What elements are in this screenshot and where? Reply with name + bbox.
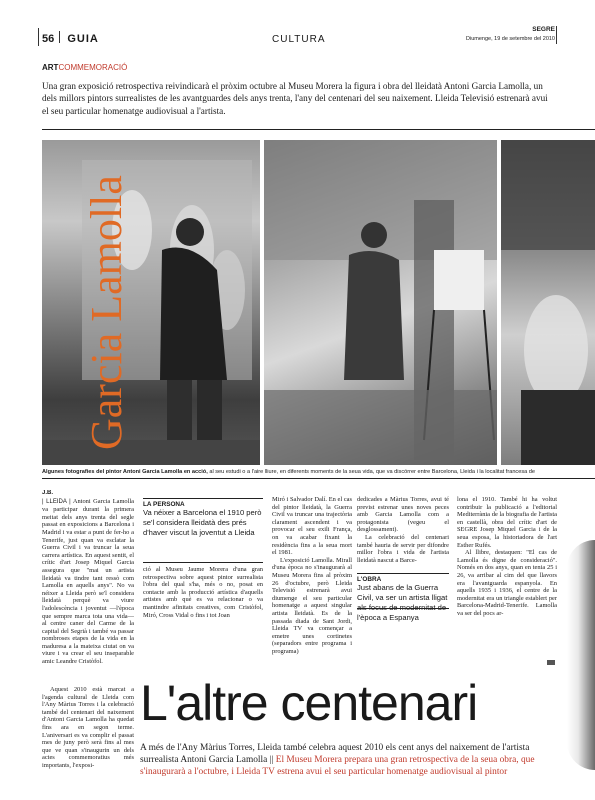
- info-box-work-label: L'OBRA: [357, 573, 449, 583]
- end-mark-icon: [547, 660, 555, 665]
- article-column-4: [357, 496, 449, 568]
- vertical-title: [26, 150, 131, 450]
- kicker-art: ART: [42, 63, 59, 72]
- column-5b-text: Al llibre, destaquen: "El cas de Lamolla és digne de consideració". Només en dos anys, quan en tenia 25 i 26, va arribar al cim del que llavors era l'avantguarda espanyola. En aquells 1935 i 1936, el centre de la modernitat era un triangle establert per Barcelona-Madrid-Tenerife. Lamolla va ser del pocs ar-: [457, 549, 557, 617]
- info-box-work-rule: [357, 608, 449, 609]
- photo-artist-portrait: [501, 140, 595, 465]
- column-4-text: dedicades a Màrius Torres, avui té previst estrenar unes noves peces amb Garcia Lamolla com a protagonista (vegeu el desglossament).: [357, 496, 449, 534]
- column-1-text: Antoni Garcia Lamolla va participar durant la primera meitat dels anys trenta del segle passat en exposicions a Barcelona i Madrid i va estar a punt de fer-ho a Tenerife, just quan va esclatar la Guerra Civil i va truncar la seua carrera artística. En aquest sentit, el crític d'art Josep Miquel Garcia assegura que "mai un artista lleidatà va tindre tant ressò com Lamolla en aquells anys". No va néixer a Lleida però se'l considera lleidatà perquè va viure l'adolescència i joventut —l'època que sempre marca tota una vida— al centre caner del Carme de la capital del Segrià i també va passar nombroses etapes de la vida en la maduresa a la mateixa ciutat on va viure i va crear el seu inseparable amic Leandre Cristòfol.: [42, 497, 134, 666]
- page-folio: [42, 33, 99, 45]
- column-2-text: ció al Museu Jaume Morera d'una gran retrospectiva sobre aquest pintor surrealista l'obra del qual s'ha, més o no, posat en contacte amb la producció artística d'aquells artistes amb què es va relacionar o va mantindre afinitats creatives, com Cristòfol, Miró, Cross Vidal o fins i tot Joan: [143, 566, 263, 619]
- column-3-text: Miró i Salvador Dalí. En el cas del pintor lleidatà, la Guerra Civil va truncar una trajectòria clarament ascendent i va provocar el seu exili França, on va acabar fixant la residència fins a la seua mort el 1981.: [272, 496, 352, 557]
- info-box-person-label: LA PERSONA: [143, 498, 263, 508]
- info-box-person: [143, 498, 263, 538]
- page-number: 56: [42, 33, 55, 45]
- headline: L'altre centenari: [140, 675, 478, 731]
- vertical-title-text: Garcia Lamolla: [82, 175, 131, 450]
- folio-rule: [38, 28, 39, 46]
- newspaper-brand: SEGRE: [532, 26, 555, 33]
- standfirst: Una gran exposició retrospectiva reivindicarà el pròxim octubre al Museu Morera la figura i obra del lleidatà Antoni Garcia Lamolla, un dels millors pintors surrealistes de les avantguardes dels anys trenta, l'any del centenari del seu naixement. Lleida Televisió estrenarà avui el seu particular homenatge audiovisual a l'artista.: [42, 81, 548, 116]
- article-column-1b: [42, 686, 134, 798]
- info-box-work: [357, 573, 449, 623]
- photo-caption: [42, 469, 595, 475]
- header-rule-right: [556, 26, 557, 44]
- issue-date: Diumenge, 19 de setembre del 2010: [466, 36, 555, 42]
- article-column-2: [143, 566, 263, 674]
- photo-artist-outdoors-easel: [264, 140, 497, 465]
- folio-section: GUIA: [67, 33, 99, 45]
- deck-text: A més de l'Any Màrius Torres, Lleida també celebra aquest 2010 els cent anys del naixement de l'artista surrealista Antoni Garcia Lamolla ||: [140, 743, 530, 766]
- byline-place: | LLEIDA |: [42, 498, 71, 505]
- article-column-1: [42, 490, 134, 682]
- column-4b-text: La celebració del centenari també hauria de servir per difondre millor l'obra i vida de l'artista lleidatà nascut a Barce-: [357, 533, 449, 564]
- column-1b-text: Aquest 2010 està marcat a l'agenda cultural de Lleida com l'Any Màrius Torres i la celebració també del centenari del naixement d'Antoni Garcia Lamolla ha quedat fins ara en segon terme. L'aniversari es va complir el passat mes de juny però serà fins al mes que ve quan s'inaugurin un dels actes commemoratius més importants, l'exposi-: [42, 686, 134, 769]
- column-3b-text: L'exposició Lamolla. Mirall d'una època no s'inaugurarà al Museu Morera fins al pròxim 26 d'octubre, però Lleida Televisió estrenarà avui diumenge el seu particular homenatge a aquest singular artista lleidatà. Es de la passada diada de Sant Jordi, Lleida TV va començar a emetre unes cortinetes (separadors entre programa i programa): [272, 556, 352, 655]
- caption-text: al seu estudi o a l'aire lliure, en diferents moments de la seua vida, que va discórrer entre Barcelona, Lleida i la localitat francesa de: [207, 469, 536, 475]
- kicker: [42, 63, 127, 72]
- standfirst-rule: [42, 129, 595, 130]
- side-portrait-photo: [567, 540, 595, 770]
- folio-divider: [59, 31, 60, 43]
- kicker-topic: COMMEMORACIÓ: [58, 63, 128, 72]
- caption-rule: [42, 478, 595, 479]
- byline-name: J.B.: [42, 490, 54, 496]
- article-column-3: [272, 496, 352, 676]
- article-column-5: [457, 496, 557, 666]
- info-box-work-text: Just abans de la Guerra Civil, va ser un artista lligat l'època a Espanya: [357, 583, 448, 622]
- deck: [140, 742, 560, 779]
- caption-bold: Algunes fotografies del pintor Antoni Garcia Lamolla en acció,: [42, 469, 208, 475]
- section-name: CULTURA: [272, 34, 326, 45]
- column-5-text: lona el 1910. També hi ha voltut contribuir la publicació a l'editorial Mediterrània de la biografia de l'artista en castellà, obra del crític d'art de SEGRE Josep Miquel Garcia i de la seua esposa, la historiadora de l'art Esther Rufés.: [457, 496, 557, 549]
- deck-highlight: El Museu Morera prepara una gran retrospectiva de la seua obra, que s'inaugurarà a l'octubre, i Lleida TV estrena avui el seu particular homenatge audiovisual al pintor: [140, 755, 535, 778]
- info-box-person-rule: [143, 562, 263, 563]
- info-box-person-text: Va néixer a Barcelona el 1910 però se'l considera lleidatà des prés d'haver viscut la joventut a Lleida: [143, 508, 262, 537]
